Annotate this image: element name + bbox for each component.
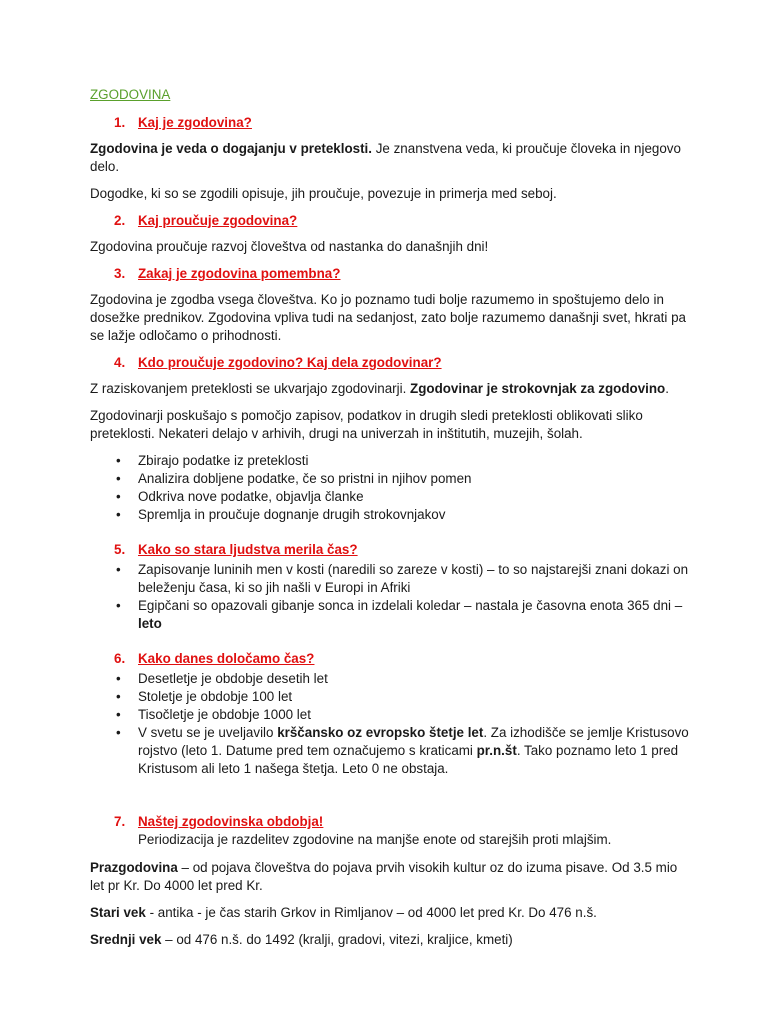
- question-1: 1. Kaj je zgodovina?: [114, 115, 252, 130]
- list-item: • Zapisovanje luninih men v kosti (naredili so zareze v kosti) – to so najstarejši znani dokazi on beleženju časa, ki so jih našli v Europi in Afriki: [90, 561, 690, 597]
- paragraph-3: Zgodovina proučuje razvoj človeštva od nastanka do današnjih dni!: [90, 239, 489, 254]
- question-7: 7. Naštej zgodovinska obdobja!: [114, 814, 324, 829]
- bullet-list-2: [90, 561, 690, 633]
- list-item: • Egipčani so opazovali gibanje sonca in izdelali koledar – nastala je časovna enota 365 dni – leto: [90, 597, 690, 633]
- document-title: ZGODOVINA: [90, 87, 171, 102]
- paragraph-1: Zgodovina je veda o dogajanju v preteklosti. Je znanstvena veda, ki proučuje človeka in njegovo delo.: [90, 141, 681, 174]
- list-item: • Spremlja in proučuje dognanje drugih strokovnjakov: [90, 506, 690, 524]
- question-6: 6. Kako danes določamo čas?: [114, 651, 315, 666]
- question-3: 3. Zakaj je zgodovina pomembna?: [114, 266, 341, 281]
- paragraph-9: Stari vek - antika - je čas starih Grkov in Rimljanov – od 4000 let pred Kr. Do 476 n.š.: [90, 905, 597, 920]
- paragraph-8: Prazgodovina – od pojava človeštva do pojava prvih visokih kultur oz do izuma pisave. Od 3.5 mio let pr Kr. Do 4000 let pred Kr.: [90, 860, 678, 893]
- paragraph-2: Dogodke, ki so se zgodili opisuje, jih proučuje, povezuje in primerja med seboj.: [90, 186, 557, 201]
- list-item: • Zbirajo podatke iz preteklosti: [90, 452, 690, 470]
- bullet-list-1: [90, 452, 690, 524]
- list-item: • Tisočletje je obdobje 1000 let: [90, 706, 690, 724]
- paragraph-10: Srednji vek – od 476 n.š. do 1492 (kralji, gradovi, vitezi, kraljice, kmeti): [90, 932, 513, 947]
- paragraph-6: Zgodovinarji poskušajo s pomočjo zapisov, podatkov in drugih sledi preteklosti oblikovati sliko preteklosti. Nekateri delajo v arhivih, drugi na univerzah in inštitutih, muzejih, šolah.: [90, 408, 643, 441]
- paragraph-5: Z raziskovanjem preteklosti se ukvarjajo zgodovinarji. Zgodovinar je strokovnjak za zgodovino.: [90, 381, 669, 396]
- list-item: • Desetletje je obdobje desetih let: [90, 670, 690, 688]
- list-item: • Odkriva nove podatke, objavlja članke: [90, 488, 690, 506]
- list-item: • Stoletje je obdobje 100 let: [90, 688, 690, 706]
- list-item: • Analizira dobljene podatke, če so pristni in njihov pomen: [90, 470, 690, 488]
- question-4: 4. Kdo proučuje zgodovino? Kaj dela zgodovinar?: [114, 355, 442, 370]
- bullet-list-3: [90, 670, 690, 778]
- paragraph-4: Zgodovina je zgodba vsega človeštva. Ko jo poznamo tudi bolje razumemo in spoštujemo delo in dosežke prednikov. Zgodovina vpliva tudi na sedanjost, zato bolje razumemo današnji svet, hkrati pa se lažje odločamo o prihodnosti.: [90, 292, 686, 343]
- document-body: [90, 86, 690, 958]
- question-5: 5. Kako so stara ljudstva merila čas?: [114, 542, 358, 557]
- list-item: • V svetu se je uveljavilo krščansko oz evropsko štetje let. Za izhodišče se jemlje Kristusovo rojstvo (leto 1. Datume pred tem označujemo s kraticami pr.n.št. Tako poznamo leto 1 pred Kristusom ali leto 1 našega štetja. Leto 0 ne obstaja.: [90, 724, 690, 778]
- question-2: 2. Kaj proučuje zgodovina?: [114, 213, 298, 228]
- paragraph-7: Periodizacija je razdelitev zgodovine na manjše enote od starejših proti mlajšim.: [138, 832, 612, 847]
